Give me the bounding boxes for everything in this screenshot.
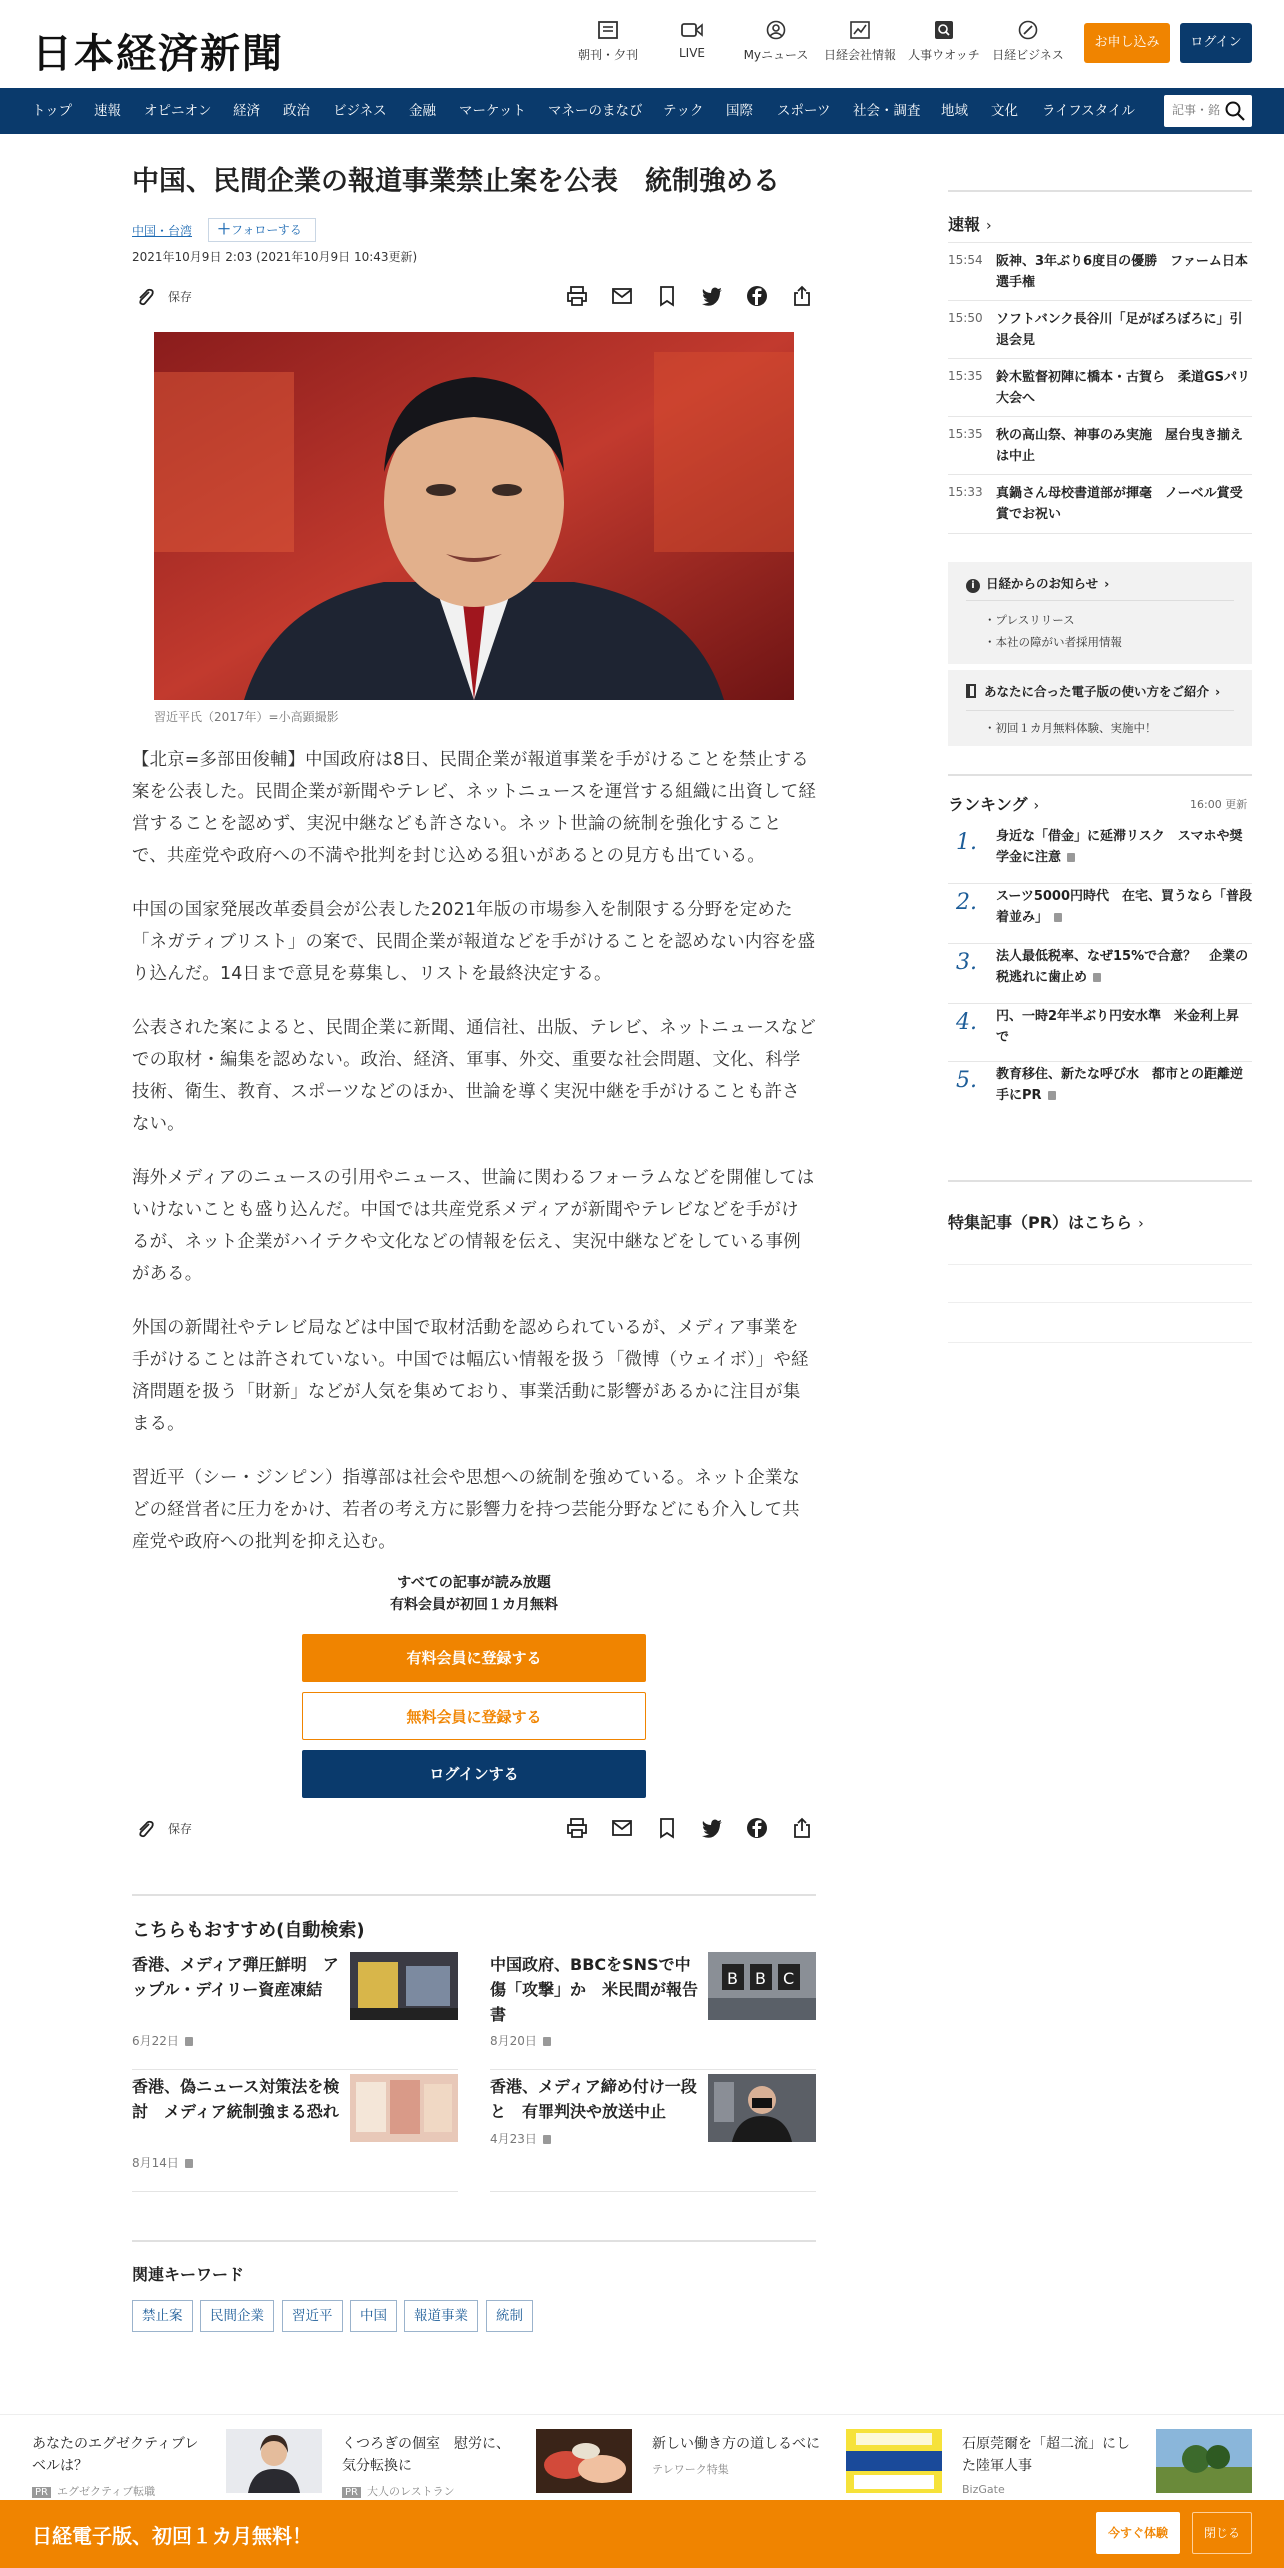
search-input[interactable] bbox=[1172, 95, 1224, 125]
recommendation-thumbnail bbox=[350, 1952, 458, 2020]
flash-news-list bbox=[948, 242, 1252, 542]
free-signup-button[interactable]: 無料会員に登録する bbox=[302, 1692, 646, 1740]
nav-search-box bbox=[1164, 95, 1252, 127]
nav-item-region[interactable]: 地域 bbox=[941, 103, 968, 119]
print-icon[interactable] bbox=[565, 284, 591, 310]
lock-icon bbox=[1048, 1091, 1056, 1100]
facebook-icon[interactable] bbox=[745, 1816, 771, 1842]
ad-source: BizGate bbox=[962, 2483, 1005, 2496]
nav-item-flash[interactable]: 速報 bbox=[94, 103, 121, 119]
svg-text:B: B bbox=[755, 1969, 766, 1988]
ad-item[interactable] bbox=[342, 2433, 642, 2499]
ranking-item[interactable] bbox=[948, 1064, 1252, 1124]
header-link-live[interactable] bbox=[652, 20, 732, 60]
compass-icon bbox=[1017, 20, 1039, 40]
nav-item-money[interactable]: マネーのまなび bbox=[548, 103, 643, 119]
paywall-line-2: 有料会員が初回１カ月無料 bbox=[390, 1597, 558, 1613]
recommendation-date: 8月20日 bbox=[490, 2032, 551, 2049]
news-time: 15:50 bbox=[948, 311, 983, 325]
article-toolbar-top bbox=[132, 280, 816, 314]
rank-headline: 身近な「借金」に延滞リスク スマホや奨学金に注意 bbox=[996, 829, 1243, 865]
chevron-right-icon: › bbox=[1033, 798, 1040, 814]
recommendations-title: こちらもおすすめ(自動検索) bbox=[132, 1920, 365, 1941]
paywall-login-button[interactable]: ログインする bbox=[302, 1750, 646, 1798]
header-link-print-edition[interactable] bbox=[568, 20, 648, 63]
search-icon[interactable] bbox=[1224, 100, 1246, 122]
recommendation-thumbnail bbox=[708, 1952, 816, 2020]
paywall-box bbox=[302, 1572, 646, 1798]
recommendation-date: 8月14日 bbox=[132, 2154, 193, 2171]
nav-item-international[interactable]: 国際 bbox=[726, 103, 753, 119]
login-button[interactable]: ログイン bbox=[1180, 23, 1252, 63]
lock-icon bbox=[1067, 853, 1075, 862]
chevron-right-icon: › bbox=[1104, 576, 1110, 591]
rank-headline: 教育移住、新たな呼び水 都市との距離逆手にPR bbox=[996, 1067, 1244, 1103]
info-icon: i bbox=[966, 579, 980, 593]
follow-button[interactable] bbox=[208, 218, 316, 242]
sidebar-divider bbox=[948, 1180, 1252, 1182]
article-title: 中国、民間企業の報道事業禁止案を公表 統制強める bbox=[132, 166, 780, 197]
svg-text:C: C bbox=[783, 1969, 795, 1988]
nav-item-business[interactable]: ビジネス bbox=[333, 103, 387, 119]
ranking-item[interactable] bbox=[948, 946, 1252, 1004]
section-divider bbox=[132, 1894, 816, 1896]
notice-title[interactable]: i 日経からのお知らせ › bbox=[966, 574, 1109, 593]
chevron-right-icon: › bbox=[1215, 684, 1221, 699]
sidebar-divider bbox=[948, 190, 1252, 192]
print-icon[interactable] bbox=[565, 1816, 591, 1842]
keyword-tag[interactable]: 統制 bbox=[486, 2300, 533, 2332]
guide-box bbox=[948, 670, 1252, 746]
share-icon[interactable] bbox=[790, 284, 816, 310]
ad-title: 石原莞爾を「超二流」にした陸軍人事 bbox=[962, 2436, 1130, 2474]
ad-thumbnail bbox=[226, 2429, 322, 2493]
header-link-label: Myニュース bbox=[743, 48, 809, 62]
ad-item[interactable] bbox=[32, 2433, 332, 2499]
nav-item-politics[interactable]: 政治 bbox=[283, 103, 310, 119]
section-divider bbox=[132, 2240, 816, 2242]
flash-news-item[interactable] bbox=[948, 416, 1252, 472]
ad-item[interactable] bbox=[652, 2433, 952, 2477]
header-link-label: 日経会社情報 bbox=[823, 48, 896, 62]
flash-news-item[interactable] bbox=[948, 474, 1252, 534]
ranking-item[interactable] bbox=[948, 1006, 1252, 1062]
bookmark-icon[interactable] bbox=[655, 1816, 681, 1842]
ranking-item[interactable] bbox=[948, 826, 1252, 884]
pr-slot-divider bbox=[948, 1342, 1252, 1343]
recommendation-date: 6月22日 bbox=[132, 2032, 193, 2049]
flash-news-item[interactable] bbox=[948, 358, 1252, 414]
recommendation-title: 中国政府、BBCをSNSで中傷「攻撃」か 米民間が報告書 bbox=[490, 1955, 699, 2024]
promo-banner bbox=[0, 2500, 1284, 2568]
user-icon bbox=[765, 20, 787, 40]
video-camera-icon bbox=[680, 20, 704, 40]
notice-divider bbox=[966, 600, 1234, 601]
header-link-nikkei-business[interactable] bbox=[988, 20, 1068, 63]
save-button[interactable] bbox=[132, 1812, 192, 1846]
keyword-tag[interactable]: 民間企業 bbox=[200, 2300, 274, 2332]
news-time: 15:54 bbox=[948, 253, 983, 267]
rank-number: 5. bbox=[956, 1068, 977, 1093]
news-headline: 鈴木監督初陣に橋本・古賀ら 柔道GSパリ大会へ bbox=[996, 370, 1251, 406]
ad-source: テレワーク特集 bbox=[652, 2463, 729, 2476]
ranking-updated: 16:00 更新 bbox=[1190, 798, 1248, 811]
header-link-label: LIVE bbox=[678, 46, 705, 60]
recommendation-thumbnail bbox=[708, 2074, 816, 2142]
news-headline: 秋の高山祭、神事のみ実施 屋台曳き揃えは中止 bbox=[996, 428, 1244, 464]
ad-source: PR エグゼクティブ転職 bbox=[32, 2483, 332, 2499]
article-date: 2021年10月9日 2:03 (2021年10月9日 10:43更新) bbox=[132, 250, 418, 264]
rank-number: 3. bbox=[956, 950, 977, 975]
mail-icon[interactable] bbox=[610, 1816, 636, 1842]
lock-icon bbox=[185, 2159, 193, 2168]
article-paragraph: 海外メディアのニュースの引用やニュース、世論に関わるフォーラムなどを開催してはいけないことも盛り込んだ。中国では共産党系メディアが新聞やテレビなどを手がけるが、ネット企業がハイテクや文化などの情報を伝え、実況中継などをしている事例がある。 bbox=[132, 1168, 815, 1284]
paperclip-icon bbox=[134, 286, 156, 308]
chevron-right-icon: › bbox=[986, 218, 992, 234]
article-paragraph: 中国の国家発展改革委員会が公表した2021年版の市場参入を制限する分野を定めた「ネガティブリスト」の案で、民間企業が報道などを手がけることを認めない内容を盛り込んだ。14日まで意見を募集し、リストを最終決定する。 bbox=[132, 900, 816, 984]
ad-title: くつろぎの個室 慰労に、気分転換に bbox=[342, 2436, 510, 2474]
lock-icon bbox=[543, 2135, 551, 2144]
notice-link[interactable]: ・プレスリリース bbox=[984, 613, 1075, 627]
lock-icon bbox=[1054, 913, 1062, 922]
lock-icon bbox=[543, 2037, 551, 2046]
plus-icon: ＋ bbox=[217, 222, 231, 238]
nav-item-tech[interactable]: テック bbox=[663, 103, 704, 119]
keyword-tag[interactable]: 禁止案 bbox=[132, 2300, 193, 2332]
book-icon bbox=[966, 684, 976, 698]
close-banner-button[interactable]: 閉じる bbox=[1192, 2512, 1252, 2554]
header-link-mynews[interactable] bbox=[736, 20, 816, 63]
save-button[interactable] bbox=[132, 280, 192, 314]
twitter-icon[interactable] bbox=[700, 1816, 726, 1842]
ad-thumbnail bbox=[1156, 2429, 1252, 2493]
article-body bbox=[132, 744, 816, 1580]
photo-caption: 習近平氏（2017年）=小高顕撮影 bbox=[154, 710, 339, 724]
recommendation-title: 香港、偽ニュース対策法を検討 メディア統制強まる恐れ bbox=[132, 2077, 340, 2121]
rank-headline: 円、一時2年半ぶり円安水準 米金利上昇で bbox=[996, 1009, 1240, 1045]
svg-text:B: B bbox=[727, 1969, 738, 1988]
news-time: 15:35 bbox=[948, 369, 983, 383]
news-headline: 阪神、3年ぶり6度目の優勝 ファーム日本選手権 bbox=[996, 254, 1248, 290]
rank-number: 1. bbox=[956, 830, 977, 855]
recommendation-item[interactable] bbox=[490, 1952, 816, 2070]
recommendation-title: 香港、メディア締め付け一段と 有罪判決や放送中止 bbox=[490, 2077, 697, 2121]
ranking-list bbox=[948, 826, 1252, 1126]
guide-link[interactable]: ・初回１カ月無料体験、実施中！ bbox=[984, 721, 1157, 735]
try-now-button[interactable]: 今すぐ体験 bbox=[1096, 2512, 1180, 2554]
recommendation-item[interactable] bbox=[132, 2074, 458, 2192]
nav-item-opinion[interactable]: オピニオン bbox=[144, 103, 212, 119]
rank-headline: スーツ5000円時代 在宅、買うなら「普段着並み」 bbox=[996, 889, 1253, 925]
flash-news-item[interactable] bbox=[948, 242, 1252, 298]
header-link-label: 朝刊・夕刊 bbox=[577, 48, 638, 62]
keyword-tag[interactable]: 中国 bbox=[350, 2300, 397, 2332]
paid-signup-button[interactable]: 有料会員に登録する bbox=[302, 1634, 646, 1682]
rank-number: 2. bbox=[956, 890, 977, 915]
flash-news-title[interactable]: 速報 › bbox=[948, 215, 992, 234]
news-headline: ソフトバンク長谷川「足がぼろぼろに」引退会見 bbox=[996, 312, 1243, 348]
recommendation-thumbnail bbox=[350, 2074, 458, 2142]
keywords-title: 関連キーワード bbox=[132, 2265, 245, 2284]
header-link-label: 日経ビジネス bbox=[992, 48, 1064, 62]
bottom-ad-strip bbox=[0, 2414, 1284, 2500]
article-paragraph: 【北京=多部田俊輔】中国政府は8日、民間企業が報道事業を手がけることを禁止する案を公表した。民間企業が新聞やテレビ、ネットニュースを運営する組織に出資して経営することを認めず、実況中継なども許さない。ネット世論の統制を強化することで、共産党や政府への不満や批判を封じ込める狙いがあるとの見方も出ている。 bbox=[132, 750, 816, 866]
lock-icon bbox=[1093, 973, 1101, 982]
recommendation-item[interactable] bbox=[132, 1952, 458, 2070]
pr-title[interactable]: 特集記事（PR）はこちら › bbox=[948, 1213, 1144, 1232]
nav-item-sports[interactable]: スポーツ bbox=[777, 103, 831, 119]
follow-label: フォローする bbox=[231, 223, 302, 237]
article-photo bbox=[154, 332, 794, 700]
save-label: 保存 bbox=[168, 1822, 193, 1836]
article-paragraph: 公表された案によると、民間企業に新聞、通信社、出版、テレビ、ネットニュースなどでの取材・編集を認めない。政治、経済、軍事、外交、重要な社会問題、文化、科学技術、衛生、教育、スポーツなどのほか、世論を導く実況中継を手がけることも許さない。 bbox=[132, 1018, 816, 1134]
ad-source: PR 大人のレストラン bbox=[342, 2483, 642, 2499]
ranking-title[interactable]: ランキング › bbox=[948, 795, 1040, 814]
nav-item-society[interactable]: 社会・調査 bbox=[853, 103, 921, 119]
pr-slot-divider bbox=[948, 1264, 1252, 1265]
newspaper-icon bbox=[597, 20, 619, 40]
article-toolbar-bottom bbox=[132, 1812, 816, 1846]
rank-number: 4. bbox=[956, 1010, 977, 1035]
keyword-tag[interactable]: 習近平 bbox=[282, 2300, 343, 2332]
search-person-icon bbox=[933, 20, 955, 40]
news-time: 15:33 bbox=[948, 485, 983, 499]
ranking-item[interactable] bbox=[948, 886, 1252, 944]
article-paragraph: 習近平（シー・ジンピン）指導部は社会や思想への統制を強めている。ネット企業などの経営者に圧力をかけ、若者の考え方に影響力を持つ芸能分野などにも介入して共産党や政府への批判を抑え込む。 bbox=[132, 1468, 801, 1552]
topic-tag-link[interactable]: 中国・台湾 bbox=[132, 224, 193, 238]
notice-link[interactable]: ・本社の障がい者採用情報 bbox=[984, 635, 1122, 649]
header-link-company-info[interactable] bbox=[820, 20, 900, 63]
ad-item[interactable] bbox=[962, 2433, 1262, 2496]
flash-news-item[interactable] bbox=[948, 300, 1252, 356]
promo-text: 日経電子版、初回１カ月無料！ bbox=[32, 2524, 312, 2548]
keyword-tag[interactable]: 報道事業 bbox=[404, 2300, 478, 2332]
nav-item-economy[interactable]: 経済 bbox=[233, 103, 260, 119]
pr-slot-divider bbox=[948, 1302, 1252, 1303]
mail-icon[interactable] bbox=[610, 284, 636, 310]
guide-divider bbox=[966, 710, 1234, 711]
recommendation-date: 4月23日 bbox=[490, 2130, 551, 2147]
twitter-icon[interactable] bbox=[700, 284, 726, 310]
rank-headline: 法人最低税率、なぜ15%で合意？ 企業の税逃れに歯止め bbox=[996, 949, 1249, 985]
chart-icon bbox=[849, 20, 871, 40]
subscribe-button[interactable]: お申し込み bbox=[1084, 23, 1170, 63]
ad-title: あなたのエグゼクティブレベルは？ bbox=[32, 2436, 199, 2474]
nikkei-notice-box bbox=[948, 562, 1252, 664]
paperclip-icon bbox=[134, 1818, 156, 1840]
ad-title: 新しい働き方の道しるべに bbox=[652, 2436, 820, 2452]
sidebar-divider bbox=[948, 774, 1252, 776]
recommendation-item[interactable] bbox=[490, 2074, 816, 2192]
main-nav bbox=[0, 88, 1284, 134]
lock-icon bbox=[185, 2037, 193, 2046]
chevron-right-icon: › bbox=[1138, 1216, 1144, 1232]
facebook-icon[interactable] bbox=[745, 284, 771, 310]
nav-item-top[interactable]: トップ bbox=[32, 103, 73, 119]
save-label: 保存 bbox=[168, 290, 193, 304]
nikkei-logo[interactable]: 日本経済新聞 bbox=[32, 30, 284, 77]
ad-thumbnail bbox=[536, 2429, 632, 2493]
nav-item-lifestyle[interactable]: ライフスタイル bbox=[1042, 103, 1135, 119]
share-icon[interactable] bbox=[790, 1816, 816, 1842]
header-link-label: 人事ウオッチ bbox=[908, 48, 980, 62]
ad-thumbnail bbox=[846, 2429, 942, 2493]
guide-title[interactable]: あなたに合った電子版の使い方をご紹介 › bbox=[966, 682, 1220, 700]
paywall-line-1: すべての記事が読み放題 bbox=[397, 1575, 551, 1591]
news-time: 15:35 bbox=[948, 427, 983, 441]
news-headline: 真鍋さん母校書道部が揮毫 ノーベル賞受賞でお祝い bbox=[996, 486, 1243, 522]
nav-item-market[interactable]: マーケット bbox=[459, 103, 526, 119]
article-paragraph: 外国の新聞社やテレビ局などは中国で取材活動を認められているが、メディア事業を手がけることは許されていない。中国では幅広い情報を扱う「微博（ウェイボ）」や経済問題を扱う「財新」などが人気を集めており、事業活動に影響があるかに注目が集まる。 bbox=[132, 1318, 809, 1434]
header-link-jinji-watch[interactable] bbox=[904, 20, 984, 63]
nav-item-finance[interactable]: 金融 bbox=[409, 103, 436, 119]
site-header bbox=[0, 0, 1284, 86]
nav-item-culture[interactable]: 文化 bbox=[991, 103, 1018, 119]
recommendation-title: 香港、メディア弾圧鮮明 アップル・デイリー資産凍結 bbox=[132, 1955, 339, 1999]
bookmark-icon[interactable] bbox=[655, 284, 681, 310]
